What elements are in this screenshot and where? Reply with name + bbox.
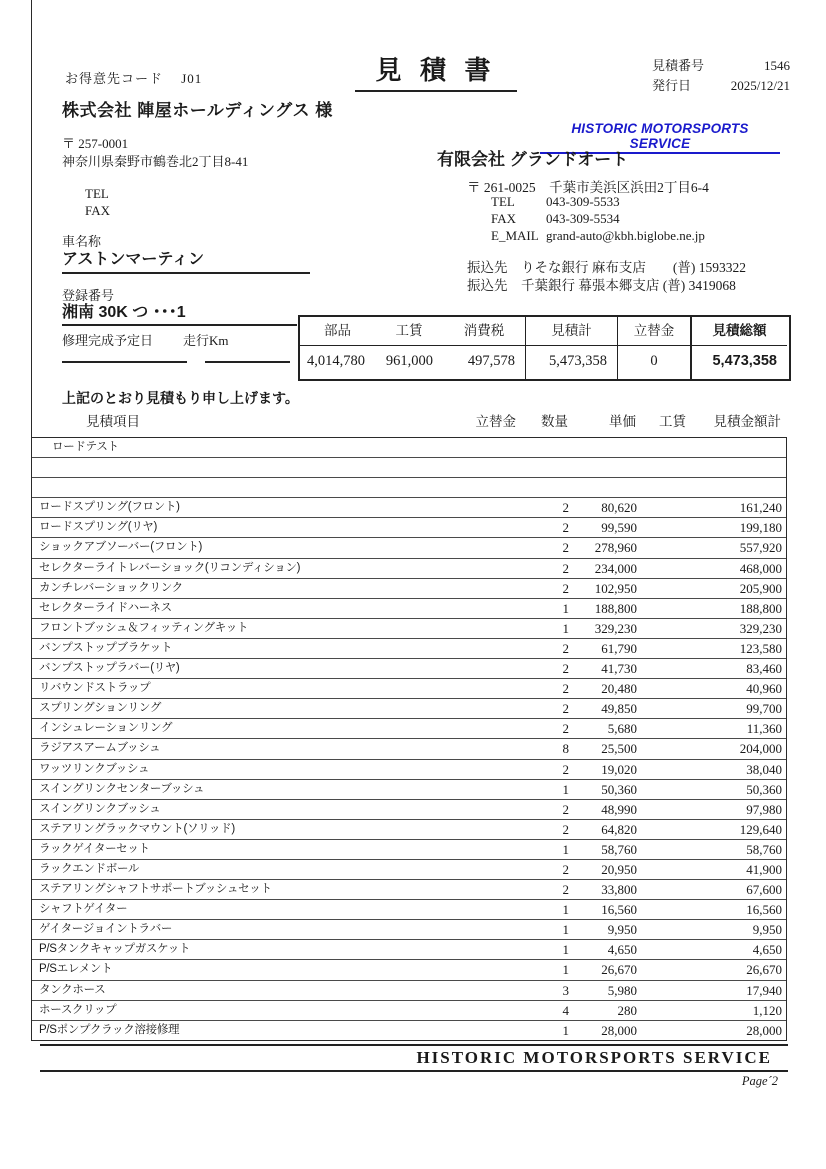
items-header-total: 見積金額計: [713, 414, 781, 429]
repair-mileage-labels: [62, 330, 229, 349]
estimate-no-value: 1546: [764, 58, 790, 73]
item-total-cell: 40,960: [746, 681, 782, 697]
item-name-cell: セレクターライドハーネス: [39, 601, 172, 614]
item-advance-cell: [461, 639, 521, 658]
item-name-cell: カンチレバーショックリンク: [39, 581, 183, 594]
item-unit-price-cell: 80,620: [601, 500, 637, 516]
vendor-brand-logo: HISTORIC MOTORSPORTS SERVICE: [540, 121, 780, 154]
item-labor-cell: [641, 981, 691, 1000]
item-row: [32, 840, 786, 860]
item-unit-price-cell: 28,000: [601, 1022, 637, 1038]
item-unit-price-cell: 48,990: [601, 801, 637, 817]
item-name-cell: ワッツリンクブッシュ: [39, 762, 150, 775]
item-name-cell: ステアリングシャフトサポートブッシュセット: [39, 883, 272, 896]
items-header-qty: 数量: [541, 414, 568, 429]
summary-labor-header: 工賃: [395, 323, 423, 338]
footer-brand: HISTORIC MOTORSPORTS SERVICE: [416, 1048, 772, 1067]
customer-tel-label: TEL: [85, 186, 109, 201]
item-labor-cell: [641, 438, 691, 457]
item-unit-price-cell: 26,670: [601, 962, 637, 978]
item-name-cell: バンプストップラバー(リヤ): [39, 662, 180, 675]
item-labor-cell: [641, 1021, 691, 1040]
item-name-cell: ステアリングラックマウント(ソリッド): [39, 822, 235, 835]
item-total-cell: [691, 478, 786, 497]
item-row: [32, 960, 786, 980]
item-row: [32, 639, 786, 659]
item-qty-cell: [521, 438, 573, 457]
item-row: [32, 920, 786, 940]
vendor-fax-value: 043-309-5534: [546, 211, 620, 226]
item-name-cell: [32, 458, 461, 477]
item-row: [32, 559, 786, 579]
item-labor-cell: [641, 820, 691, 839]
item-labor-cell: [641, 699, 691, 718]
item-labor-cell: [641, 659, 691, 678]
item-unit-price-cell: 234,000: [594, 560, 637, 576]
item-labor-cell: [641, 599, 691, 618]
customer-name: 株式会社 陣屋ホールディングス 様: [62, 101, 333, 120]
item-name-cell: リバウンドストラップ: [39, 682, 151, 695]
item-labor-cell: [641, 960, 691, 979]
item-total-cell: 67,600: [746, 882, 782, 898]
item-advance-cell: [461, 800, 521, 819]
item-qty-cell: 2: [562, 761, 569, 777]
summary-subtotal-value: 5,473,358: [525, 345, 617, 379]
item-row: [32, 699, 786, 719]
item-name-cell: ロードテスト: [52, 441, 119, 453]
item-advance-cell: [461, 1021, 521, 1040]
item-advance-cell: [461, 478, 521, 497]
item-labor-cell: [641, 940, 691, 959]
item-name-cell: ロードスプリング(リヤ): [39, 521, 158, 534]
item-total-cell: [691, 438, 786, 457]
item-unit-price-cell: 61,790: [601, 640, 637, 656]
item-qty-cell: 1: [562, 781, 569, 797]
estimate-no-label: 見積番号: [652, 58, 705, 73]
items-header-advance: 立替金: [475, 414, 516, 429]
item-name-cell: ロードスプリング(フロント): [39, 501, 180, 514]
item-row: [32, 900, 786, 920]
item-advance-cell: [461, 900, 521, 919]
item-row: [32, 780, 786, 800]
item-labor-cell: [641, 619, 691, 638]
item-total-cell: 4,650: [752, 942, 782, 958]
item-unit-price-cell: 329,230: [594, 620, 637, 636]
item-unit-price-cell: 16,560: [601, 902, 637, 918]
footer-rule-top: [40, 1044, 788, 1046]
left-page-rule: [31, 0, 32, 437]
estimate-meta: [652, 56, 790, 96]
item-name-cell: バンプストップブラケット: [39, 641, 173, 654]
repair-date-label: 修理完成予定日: [62, 333, 154, 348]
item-total-cell: 58,760: [746, 841, 782, 857]
item-total-cell: 28,000: [746, 1022, 782, 1038]
registration-number: 湘南 30K つ ･･･1: [62, 299, 297, 326]
item-qty-cell: 2: [562, 861, 569, 877]
item-name-cell: [32, 478, 461, 497]
item-labor-cell: [641, 760, 691, 779]
item-qty-cell: 2: [562, 721, 569, 737]
item-total-cell: 9,950: [752, 922, 782, 938]
item-unit-price-cell: 33,800: [601, 882, 637, 898]
item-name-cell: ショックアブソーバー(フロント): [39, 541, 203, 554]
item-qty-cell: 3: [562, 982, 569, 998]
item-labor-cell: [641, 719, 691, 738]
summary-advance-header: 立替金: [617, 317, 690, 345]
item-qty-cell: 2: [562, 882, 569, 898]
item-qty-cell: 2: [562, 580, 569, 596]
item-qty-cell: 1: [562, 600, 569, 616]
item-total-cell: 329,230: [739, 620, 782, 636]
vendor-email-label: E_MAIL: [491, 228, 539, 243]
item-name-cell: シャフトゲイター: [39, 903, 128, 916]
item-total-cell: 99,700: [746, 701, 782, 717]
item-unit-price-cell: 5,680: [607, 721, 637, 737]
item-labor-cell: [641, 780, 691, 799]
items-header-unit-price: 単価: [609, 414, 636, 429]
customer-code: お得意先コード J01: [65, 71, 203, 86]
item-qty-cell: 1: [562, 902, 569, 918]
item-row: [32, 981, 786, 1001]
item-total-cell: 97,980: [746, 801, 782, 817]
item-row: [32, 538, 786, 558]
item-total-cell: 199,180: [739, 520, 782, 536]
item-unit-price-cell: [573, 438, 641, 457]
item-qty-cell: 1: [562, 1022, 569, 1038]
item-advance-cell: [461, 780, 521, 799]
item-advance-cell: [461, 860, 521, 879]
item-labor-cell: [641, 900, 691, 919]
item-row: [32, 458, 786, 478]
item-name-cell: タンクホース: [39, 983, 106, 996]
customer-address: 神奈川県秦野市鶴巻北2丁目8-41: [62, 154, 249, 169]
summary-subtotal-header: 見積計: [525, 317, 617, 345]
summary-values-row: [300, 345, 789, 379]
item-unit-price-cell: 102,950: [594, 580, 637, 596]
item-row: [32, 478, 786, 498]
item-advance-cell: [461, 920, 521, 939]
item-unit-price-cell: 99,590: [601, 520, 637, 536]
item-qty-cell: 2: [562, 640, 569, 656]
item-row: [32, 518, 786, 538]
item-qty-cell: 2: [562, 560, 569, 576]
summary-tax-value: 497,578: [467, 353, 515, 369]
item-qty-cell: 2: [562, 540, 569, 556]
item-name-cell: ラックエンドボール: [39, 862, 140, 875]
item-unit-price-cell: 5,980: [607, 982, 637, 998]
item-labor-cell: [641, 518, 691, 537]
issue-date-value: 2025/12/21: [730, 78, 790, 93]
summary-tax-header: 消費税: [463, 323, 505, 338]
item-total-cell: 50,360: [746, 781, 782, 797]
item-row: [32, 619, 786, 639]
item-advance-cell: [461, 760, 521, 779]
item-unit-price-cell: 25,500: [601, 741, 637, 757]
item-total-cell: 83,460: [746, 661, 782, 677]
item-row: [32, 579, 786, 599]
items-header-item: 見積項目: [86, 414, 140, 429]
item-qty-cell: 1: [562, 841, 569, 857]
item-total-cell: 26,670: [746, 962, 782, 978]
item-unit-price-cell: 20,950: [601, 861, 637, 877]
note-text: 上記のとおり見積もり申し上げます。: [62, 390, 299, 406]
item-row: [32, 498, 786, 518]
item-labor-cell: [641, 880, 691, 899]
item-unit-price-cell: 41,730: [601, 661, 637, 677]
item-total-cell: 17,940: [746, 982, 782, 998]
item-qty-cell: 2: [562, 520, 569, 536]
item-name-cell: P/Sポンプクラック溶接修理: [39, 1023, 180, 1036]
item-name-cell: フロントブッシュ＆フィッティングキット: [39, 621, 249, 634]
item-advance-cell: [461, 940, 521, 959]
item-advance-cell: [461, 880, 521, 899]
page-number: Page´2: [741, 1074, 778, 1088]
item-advance-cell: [461, 659, 521, 678]
summary-parts-value: 4,014,780: [307, 353, 365, 369]
item-row: [32, 1001, 786, 1021]
summary-parts-header: 部品: [324, 323, 351, 338]
item-qty-cell: 8: [562, 741, 569, 757]
item-advance-cell: [461, 719, 521, 738]
vehicle-name: アストンマーティン: [62, 246, 310, 274]
vehicle-name-label: 車名称: [62, 234, 102, 249]
item-labor-cell: [641, 800, 691, 819]
page-title: 見 積 書: [355, 50, 517, 92]
item-advance-cell: [461, 840, 521, 859]
item-qty-cell: 2: [562, 701, 569, 717]
item-labor-cell: [641, 579, 691, 598]
repair-date-underline: [62, 361, 187, 363]
item-total-cell: 11,360: [746, 721, 782, 737]
item-row: [32, 599, 786, 619]
item-advance-cell: [461, 498, 521, 517]
vendor-name: 有限会社 グランドオート: [437, 150, 629, 169]
item-total-cell: 38,040: [746, 761, 782, 777]
vendor-email: [491, 228, 705, 244]
item-advance-cell: [461, 820, 521, 839]
item-labor-cell: [641, 639, 691, 658]
item-row: [32, 1021, 786, 1040]
item-advance-cell: [461, 679, 521, 698]
item-advance-cell: [461, 559, 521, 578]
item-total-cell: 16,560: [746, 902, 782, 918]
item-name-cell: ゲイタージョイントラバー: [39, 923, 173, 936]
item-row: [32, 739, 786, 759]
items-header-labor: 工賃: [659, 414, 686, 429]
item-qty-cell: 2: [562, 661, 569, 677]
customer-postal: 〒 257-0001: [62, 136, 129, 151]
vendor-fax-label: FAX: [491, 211, 517, 226]
items-header-row: [31, 410, 785, 430]
item-unit-price-cell: 58,760: [601, 841, 637, 857]
item-qty-cell: 4: [562, 1002, 569, 1018]
item-row: [32, 820, 786, 840]
item-name-cell: スプリングションリング: [39, 702, 162, 715]
item-row: [32, 438, 786, 458]
item-labor-cell: [641, 1001, 691, 1020]
item-advance-cell: [461, 579, 521, 598]
item-row: [32, 659, 786, 679]
summary-total-value: 5,473,358: [690, 345, 787, 379]
vendor-tel-label: TEL: [491, 194, 515, 209]
summary-table: [298, 315, 791, 381]
bank-account-1: 振込先 りそな銀行 麻布支店 (普) 1593322: [467, 260, 746, 275]
item-labor-cell: [641, 840, 691, 859]
item-advance-cell: [461, 1001, 521, 1020]
item-unit-price-cell: 188,800: [594, 600, 637, 616]
item-name-cell: P/Sエレメント: [39, 963, 113, 976]
item-advance-cell: [461, 518, 521, 537]
item-unit-price-cell: 9,950: [607, 922, 637, 938]
item-unit-price-cell: 49,850: [601, 701, 637, 717]
item-advance-cell: [461, 699, 521, 718]
item-labor-cell: [641, 860, 691, 879]
summary-header-row: [300, 317, 789, 345]
item-qty-cell: 2: [562, 681, 569, 697]
item-total-cell: 161,240: [739, 500, 782, 516]
item-labor-cell: [641, 920, 691, 939]
vendor-fax: [491, 211, 620, 227]
item-unit-price-cell: [573, 458, 641, 477]
summary-labor-value: 961,000: [385, 353, 433, 369]
item-labor-cell: [641, 559, 691, 578]
item-name-cell: セレクターライトレバーショック(リコンディション): [39, 561, 301, 574]
item-unit-price-cell: 50,360: [601, 781, 637, 797]
mileage-label: 走行Km: [183, 333, 229, 348]
item-unit-price-cell: 280: [617, 1002, 637, 1018]
item-name-cell: ラジアスアームブッシュ: [39, 742, 161, 755]
item-qty-cell: 2: [562, 500, 569, 516]
item-labor-cell: [641, 498, 691, 517]
vendor-email-value: grand-auto@kbh.biglobe.ne.jp: [546, 228, 705, 243]
item-total-cell: 123,580: [739, 640, 782, 656]
item-qty-cell: 1: [562, 922, 569, 938]
item-qty-cell: 2: [562, 821, 569, 837]
item-total-cell: 204,000: [739, 741, 782, 757]
item-advance-cell: [461, 438, 521, 457]
item-labor-cell: [641, 679, 691, 698]
item-total-cell: 557,920: [739, 540, 782, 556]
item-row: [32, 760, 786, 780]
item-row: [32, 940, 786, 960]
items-table: [31, 437, 787, 1041]
item-total-cell: 205,900: [739, 580, 782, 596]
item-labor-cell: [641, 458, 691, 477]
summary-advance-value: 0: [617, 345, 690, 379]
item-unit-price-cell: 64,820: [601, 821, 637, 837]
item-row: [32, 800, 786, 820]
item-advance-cell: [461, 739, 521, 758]
item-name-cell: インシュレーションリング: [39, 722, 173, 735]
item-labor-cell: [641, 478, 691, 497]
item-labor-cell: [641, 538, 691, 557]
item-qty-cell: 1: [562, 620, 569, 636]
vendor-tel: [491, 194, 620, 210]
item-total-cell: 468,000: [739, 560, 782, 576]
customer-fax-label: FAX: [85, 203, 111, 218]
item-qty-cell: [521, 478, 573, 497]
item-advance-cell: [461, 599, 521, 618]
bank-account-2: 振込先 千葉銀行 幕張本郷支店 (普) 3419068: [467, 278, 736, 293]
item-total-cell: 129,640: [739, 821, 782, 837]
item-name-cell: スイングリンクブッシュ: [39, 802, 161, 815]
item-row: [32, 880, 786, 900]
mileage-underline: [205, 361, 290, 363]
vendor-tel-value: 043-309-5533: [546, 194, 620, 209]
item-total-cell: 41,900: [746, 861, 782, 877]
item-total-cell: 188,800: [739, 600, 782, 616]
item-qty-cell: [521, 458, 573, 477]
item-row: [32, 719, 786, 739]
item-labor-cell: [641, 739, 691, 758]
item-qty-cell: 1: [562, 962, 569, 978]
item-name-cell: ホースクリップ: [39, 1003, 117, 1016]
issue-date-label: 発行日: [652, 78, 692, 93]
item-unit-price-cell: [573, 478, 641, 497]
item-row: [32, 679, 786, 699]
footer-rule-bottom: [40, 1070, 788, 1072]
item-unit-price-cell: 20,480: [601, 681, 637, 697]
item-unit-price-cell: 278,960: [594, 540, 637, 556]
registration-label: 登録番号: [62, 288, 115, 303]
item-name-cell: スイングリンクセンターブッシュ: [39, 782, 205, 795]
item-name-cell: P/Sタンクキャップガスケット: [39, 943, 191, 956]
vendor-postal-address: 〒 261-0025 千葉市美浜区浜田2丁目6-4: [467, 180, 709, 195]
item-total-cell: [691, 458, 786, 477]
item-unit-price-cell: 4,650: [607, 942, 637, 958]
item-advance-cell: [461, 619, 521, 638]
item-qty-cell: 2: [562, 801, 569, 817]
item-row: [32, 860, 786, 880]
summary-total-header: 見積総額: [690, 317, 787, 345]
item-unit-price-cell: 19,020: [601, 761, 637, 777]
item-name-cell: ラックゲイターセット: [39, 842, 150, 855]
item-advance-cell: [461, 538, 521, 557]
item-advance-cell: [461, 981, 521, 1000]
item-qty-cell: 1: [562, 942, 569, 958]
item-total-cell: 1,120: [752, 1002, 782, 1018]
item-advance-cell: [461, 960, 521, 979]
item-advance-cell: [461, 458, 521, 477]
